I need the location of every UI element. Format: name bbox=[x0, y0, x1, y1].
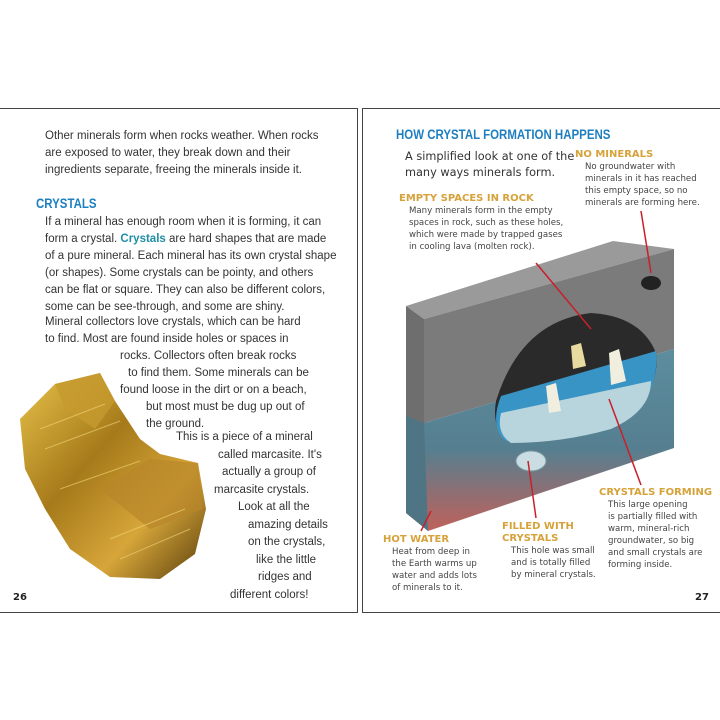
text-line: are exposed to water, they break down and their bbox=[45, 147, 291, 159]
caption-filled-title: FILLED WITH CRYSTALS bbox=[502, 521, 574, 544]
text-line: the ground. bbox=[146, 418, 205, 430]
empty-hole bbox=[641, 276, 661, 290]
filled-hole bbox=[516, 451, 546, 471]
caption-hot-water-title: HOT WATER bbox=[383, 534, 450, 545]
text-line: on the crystals, bbox=[248, 536, 326, 548]
text-line: ingredients separate, freeing the minerals inside it. bbox=[45, 164, 302, 176]
text-line: actually a group of bbox=[222, 466, 316, 478]
caption-no-minerals-title: NO MINERALS bbox=[575, 149, 654, 160]
text-line: to find them. Some minerals can be bbox=[128, 367, 309, 379]
text-line: marcasite crystals. bbox=[214, 483, 310, 496]
text-line: but most must be dug up out of bbox=[146, 401, 305, 413]
page-number: 26 bbox=[13, 592, 27, 603]
text-line: found loose in the dirt or on a beach, bbox=[120, 384, 307, 396]
diagram-heading: HOW CRYSTAL FORMATION HAPPENS bbox=[396, 127, 611, 142]
caption-no-minerals-text: No groundwater with minerals in it has reached this empty space, so no minerals are forming here. bbox=[585, 162, 700, 208]
page-number: 27 bbox=[695, 592, 709, 603]
caption-empty-spaces-text: Many minerals form in the empty spaces in rock, such as these holes, which were made by trapped gases in cooling lava (molten rock). bbox=[409, 206, 564, 252]
text-line: some can be see-through, and some are shiny. bbox=[45, 301, 285, 313]
text-line: Other minerals form when rocks weather. When rocks bbox=[45, 130, 319, 142]
text-line: Look at all the bbox=[238, 501, 310, 513]
text-span: form a crystal. bbox=[45, 233, 121, 245]
caption-filled-text: This hole was small and is totally filled by mineral crystals. bbox=[511, 546, 596, 580]
caption-crystals-forming-title: CRYSTALS FORMING bbox=[599, 487, 713, 498]
text-line: rocks. Collectors often break rocks bbox=[120, 350, 297, 362]
text-line: different colors! bbox=[230, 588, 309, 601]
text-line: If a mineral has enough room when it is forming, it can bbox=[45, 216, 322, 228]
caption-hot-water-text: Heat from deep in the Earth warms up water and adds lots of minerals to it. bbox=[392, 547, 477, 593]
text-span: are hard shapes that are made bbox=[165, 233, 327, 245]
right-page bbox=[362, 108, 720, 613]
crystals-heading: CRYSTALS bbox=[36, 196, 97, 211]
caption-empty-spaces-title: EMPTY SPACES IN ROCK bbox=[399, 193, 534, 204]
text-line: like the little bbox=[256, 553, 317, 566]
text-line: of a pure mineral. Each mineral has its own crystal shape bbox=[45, 250, 337, 262]
caption-crystals-forming-text: This large opening is partially filled with warm, mineral-rich groundwater, so big and small crystals are forming inside. bbox=[608, 500, 703, 570]
text-line bbox=[45, 233, 326, 245]
keyword-crystals: Crystals bbox=[120, 233, 166, 245]
text-line: Mineral collectors love crystals, which can be hard bbox=[45, 316, 301, 328]
text-line: ridges and bbox=[258, 571, 312, 583]
left-page bbox=[0, 108, 358, 613]
text-line: called marcasite. It's bbox=[218, 448, 322, 461]
text-line: to find. Most are found inside holes or spaces in bbox=[45, 333, 289, 345]
diagram-subtitle: A simplified look at one of the many ways minerals form. bbox=[405, 150, 575, 179]
text-line: (or shapes). Some crystals can be pointy, and others bbox=[45, 267, 314, 279]
text-line: can be flat or square. They can also be different colors, bbox=[45, 284, 326, 296]
text-line: This is a piece of a mineral bbox=[176, 431, 313, 443]
text-line: amazing details bbox=[248, 518, 328, 531]
